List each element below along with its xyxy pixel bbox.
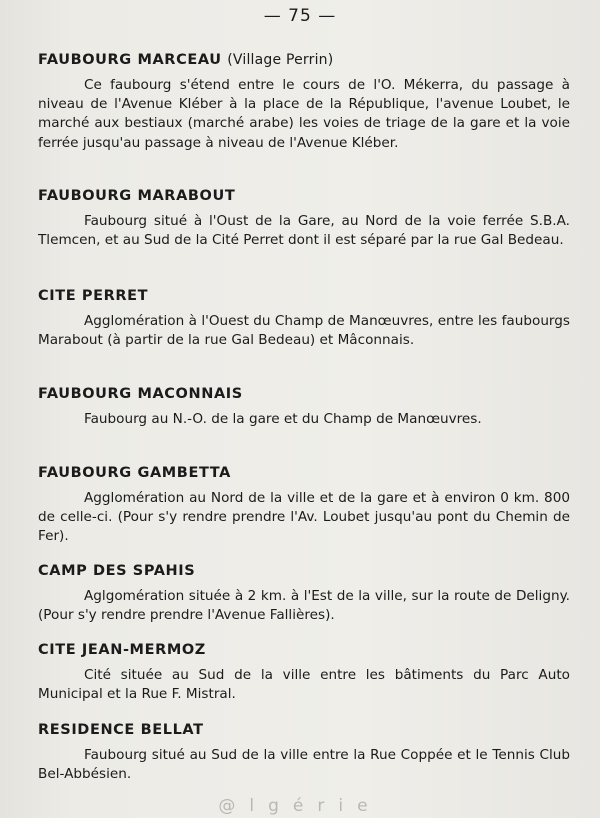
watermark: @lgérie [218,796,382,816]
section-heading [38,640,570,660]
section-camp-des-spahis [38,561,570,625]
section-body: Faubourg situé à l'Oust de la Gare, au Nord de la voie ferrée S.B.A. Tlemcen, et au Sud de la Cité Perret dont il est séparé par la rue Gal Bedeau. [38,213,570,249]
page-number: — 75 — [263,6,337,26]
section-body: Faubourg au N.-O. de la gare et du Champ de Manœuvres. [84,411,482,427]
section-body: Agglomération à l'Ouest du Champ de Manœuvres, entre les faubourgs Marabout (à partir de la rue Gal Bedeau) et Mâconnais. [38,313,570,349]
section-title: CITE JEAN-MERMOZ [38,642,206,658]
section-title: RESIDENCE BELLAT [38,722,204,738]
section-cite-jean-mermoz [38,640,570,704]
section-body: Ce faubourg s'étend entre le cours de l'O. Mékerra, du passage à niveau de l'Avenue Kléber à la place de la République, l'avenue Loubet, le marché aux bestiaux (marché arabe) les voies de triage de la gare et la voie ferrée jusqu'au passage à niveau de l'Avenue Kléber. [38,77,570,151]
section-title: CAMP DES SPAHIS [38,563,196,579]
section-heading [38,186,570,206]
section-faubourg-marceau [38,50,570,153]
section-heading [38,720,570,740]
section-note: (Village Perrin) [227,52,334,68]
section-body: Faubourg situé au Sud de la ville entre la Rue Coppée et le Tennis Club Bel-Abbésien. [38,747,570,783]
section-heading [38,286,570,306]
section-title: FAUBOURG MARCEAU [38,52,222,68]
section-title: FAUBOURG MARABOUT [38,188,236,204]
section-title: CITE PERRET [38,288,149,304]
section-title: FAUBOURG MACONNAIS [38,386,243,402]
section-cite-perret [38,286,570,350]
section-faubourg-gambetta [38,463,570,547]
section-body: Agglomération au Nord de la ville et de la gare et à environ 0 km. 800 de celle-ci. (Pour s'y rendre prendre l'Av. Loubet jusqu'au pont du Chemin de Fer). [38,490,570,545]
section-heading [38,50,570,70]
section-title: FAUBOURG GAMBETTA [38,465,231,481]
section-body: Aglgomération située à 2 km. à l'Est de la ville, sur la route de Deligny. (Pour s'y rendre prendre l'Avenue Fallières). [38,588,570,624]
section-faubourg-maconnais [38,384,570,429]
section-body: Cité située au Sud de la ville entre les bâtiments du Parc Auto Municipal et la Rue F. Mistral. [38,667,570,703]
section-heading [38,561,570,581]
section-residence-bellat [38,720,570,784]
section-heading [38,463,570,483]
section-faubourg-marabout [38,186,570,250]
section-heading [38,384,570,404]
